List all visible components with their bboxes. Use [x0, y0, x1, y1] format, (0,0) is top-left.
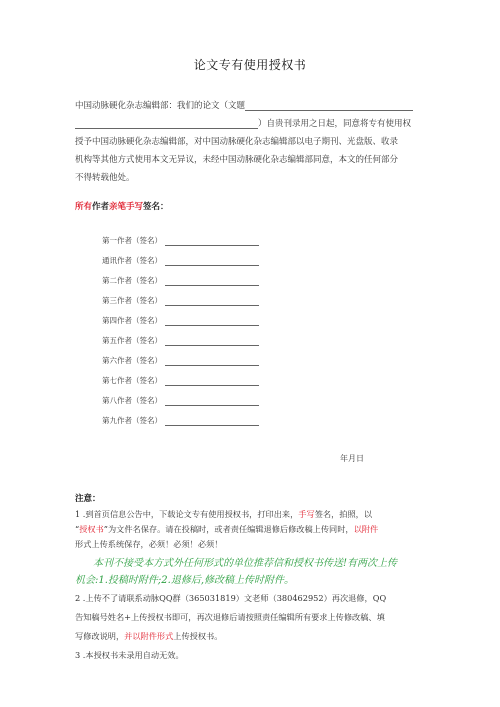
note-highlight: 以附件: [353, 524, 379, 534]
author-label: 第八作者（签名）: [102, 396, 162, 405]
author-row: [102, 335, 259, 346]
intro-line-5: 不得转载他处。: [75, 173, 135, 183]
date-label: 年月日: [340, 454, 364, 463]
notes-heading: 注意：: [75, 494, 101, 504]
signature-line[interactable]: [165, 237, 259, 246]
note-text: 上传授权书。: [173, 631, 223, 641]
note-1-line-3: 形式上传系统保存，必须！必须！必须！: [75, 539, 223, 549]
note-2-line-2: 告知稿号姓名+上传授权书即可，再次退修后请按照责任编辑所有要求上传修改稿、填: [75, 612, 385, 622]
author-row: [102, 235, 259, 246]
author-label: 第五作者（签名）: [102, 336, 162, 345]
author-row: [102, 315, 259, 326]
author-row: [102, 275, 259, 286]
author-row: [102, 255, 259, 266]
author-row: [102, 375, 259, 386]
sign-heading-all: 所有: [75, 202, 93, 212]
signature-line[interactable]: [165, 317, 259, 326]
author-label: 通讯作者（签名）: [102, 256, 162, 265]
author-label: 第九作者（签名）: [102, 416, 162, 425]
author-label: 第六作者（签名）: [102, 356, 162, 365]
note-highlight: 授权书: [79, 524, 104, 534]
author-row: [102, 395, 259, 406]
title-blank-2[interactable]: [75, 119, 258, 129]
intro-line-4: 机构等其他方式使用本文无异议，未经中国动脉硬化杂志编辑部同意，本文的任何部分: [75, 155, 399, 165]
note-2-line-3: [75, 631, 222, 642]
sign-heading-authors: 作者: [92, 202, 110, 212]
note-highlight: 手写: [298, 509, 315, 519]
sign-heading-handwritten: 亲笔手写: [109, 202, 144, 212]
note-text: “: [75, 524, 80, 534]
sign-heading-signature: 签名：: [143, 202, 169, 212]
signature-line[interactable]: [165, 377, 259, 386]
note-1-line-2: [75, 524, 378, 535]
author-row: [102, 355, 259, 366]
note-text: 1 .到首页信息公告中，下载论文专有使用授权书，打印出来，: [75, 509, 299, 519]
signature-line[interactable]: [165, 397, 259, 406]
author-label: 第二作者（签名）: [102, 276, 162, 285]
author-label: 第一作者（签名）: [102, 236, 162, 245]
author-label: 第四作者（签名）: [102, 316, 162, 325]
author-row: [102, 295, 259, 306]
intro-line-1: [75, 99, 413, 111]
signature-line[interactable]: [165, 297, 259, 306]
intro-text-1a: 中国动脉硬化杂志编辑部：我们的论文（文题: [75, 101, 246, 111]
author-label: 第七作者（签名）: [102, 376, 162, 385]
note-text: ”为文件名保存。请在投稿时，或者责任编辑退修后修改稿上传同时，: [103, 524, 354, 534]
signature-line[interactable]: [165, 277, 259, 286]
note-text: 写修改说明，: [75, 631, 125, 641]
intro-line-3: 授予中国动脉硬化杂志编辑部，对中国动脉硬化杂志编辑部以电子期刊、光盘版、收录: [75, 137, 399, 147]
signature-line[interactable]: [165, 417, 259, 426]
signature-line[interactable]: [165, 357, 259, 366]
notice-green-line-2: 机会:1.投稿时附件;2.退修后,修改稿上传时附件。: [75, 575, 294, 586]
note-3: 3 .本授权书未录用自动无效。: [75, 650, 184, 660]
author-label: 第三作者（签名）: [102, 296, 162, 305]
intro-text-2b: ）自贵刊录用之日起，同意将专有使用权: [258, 119, 412, 129]
document-title: 论文专有使用授权书: [193, 58, 307, 72]
title-blank-1[interactable]: [245, 101, 413, 111]
signature-line[interactable]: [165, 257, 259, 266]
intro-line-2: [75, 117, 411, 129]
note-text: 签名，拍照，以: [314, 509, 373, 519]
signature-heading: [75, 200, 169, 212]
note-highlight: 并以附件形式: [124, 631, 174, 641]
notice-green-line-1: 本刊不接受本方式外任何形式的单位推荐信和授权书传送!有两次上传: [93, 558, 398, 569]
signature-line[interactable]: [165, 337, 259, 346]
note-2-line-1: 2 .上传不了请联系动脉QQ群（365031819）文老师（380462952）再次退修，QQ: [75, 593, 387, 603]
author-row: [102, 415, 259, 426]
note-1-line-1: [75, 509, 372, 520]
